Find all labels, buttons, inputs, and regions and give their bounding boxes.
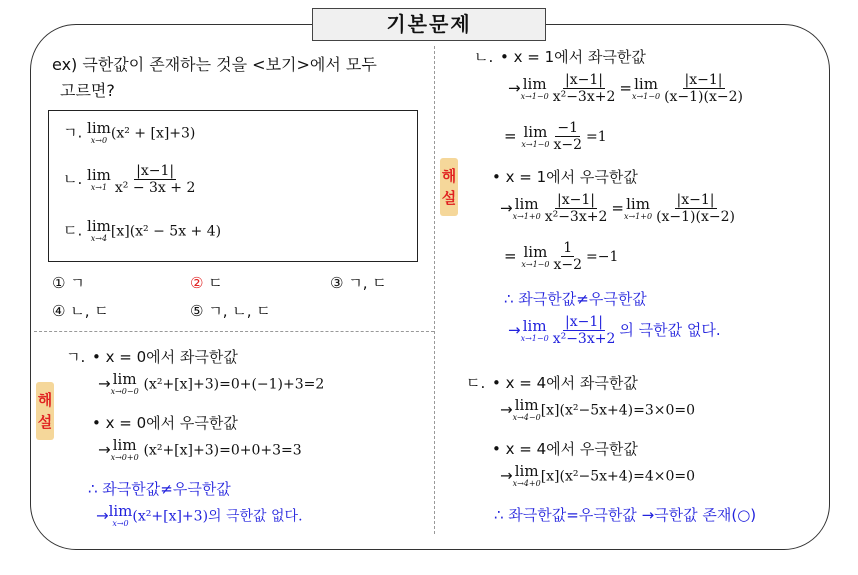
right-sol-bullet-4: • x = 4에서 우극한값 <box>492 440 638 458</box>
choice-5: ⑤ ㄱ, ㄴ, ㄷ <box>190 302 271 320</box>
example-c-expr: [x](x² − 5x + 4) <box>110 223 222 240</box>
choice-1: ① ㄱ <box>52 274 85 292</box>
limit-a: lim x→0 <box>87 119 111 145</box>
question-line-2: 고르면? <box>60 81 115 100</box>
left-sol-label: ㄱ. <box>66 348 86 366</box>
example-box <box>48 110 418 262</box>
example-a-expr: (x² + [x]+3) <box>110 125 196 142</box>
example-a-label: ㄱ. <box>63 123 83 142</box>
example-b-label: ㄴ. <box>63 170 83 188</box>
right-sol-bullet-3: • x = 4에서 좌극한값 <box>492 374 638 392</box>
right-sol-final: ∴ 좌극한값=우극한값 →극한값 존재(○) <box>494 506 757 524</box>
choice-3: ③ ㄱ, ㄷ <box>330 274 387 292</box>
right-sol-conclusion: ∴ 좌극한값≠우극한값 <box>504 290 647 308</box>
right-sol-result: → lim x→1−0 $\frac{|x-1|}{\text{x²−3x+2}}$ 의 극한값 없다. <box>508 314 721 347</box>
right-sol-eq-3: → lim x→1+0 $\frac{|x-1|}{\text{x²−3x+2}}$ = lim x→1+0 $\frac{|x-1|}{(x-1)(x-2)}$ <box>500 192 735 225</box>
left-sol-eq-1: → lim x→0−0 (x²+[x]+3)=0+(−1)+3=2 <box>98 370 325 396</box>
example-c <box>63 219 221 243</box>
right-sol-bullet-1: • x = 1에서 좌극한값 <box>500 48 646 66</box>
right-sol-eq-2: = lim x→1−0 $\frac{-1}{x-2}$ =1 <box>504 120 607 153</box>
right-sol-eq-6: → lim x→4+0 [x](x²−5x+4)=4×0=0 <box>500 462 696 488</box>
example-c-label: ㄷ. <box>63 221 83 240</box>
limit-c: lim x→4 <box>87 217 111 243</box>
example-a <box>63 121 195 145</box>
left-sol-eq-2: → lim x→0+0 (x²+[x]+3)=0+0+3=3 <box>98 436 302 462</box>
right-sol-eq-1: → lim x→1−0 $\frac{|x-1|}{\text{x²−3x+2}}$ = lim x→1−0 $\frac{|x-1|}{(x-1)(x-2)}$ <box>508 72 743 105</box>
fraction-b: $\frac{|x-1|}{\text{x² − 3x + 2}}$ <box>114 163 196 196</box>
solution-tag-left: 해 설 <box>36 382 54 440</box>
question-line-1: ex) 극한값이 존재하는 것을 <보기>에서 모두 <box>52 55 377 74</box>
solution-tag-right: 해 설 <box>440 158 458 216</box>
horizontal-divider <box>34 331 434 332</box>
right-sol-eq-4: = lim x→1−0 $\frac{1}{x-2}$ =−1 <box>504 240 619 273</box>
vertical-divider <box>434 46 435 534</box>
left-sol-bullet-2: • x = 0에서 우극한값 <box>92 414 238 432</box>
example-b <box>63 163 199 196</box>
choice-4: ④ ㄴ, ㄷ <box>52 302 109 320</box>
left-sol-conclusion: ∴ 좌극한값≠우극한값 <box>88 480 231 498</box>
left-sol-result: → lim x→0 (x²+[x]+3)의 극한값 없다. <box>96 502 303 528</box>
right-sol-bullet-2: • x = 1에서 우극한값 <box>492 168 638 186</box>
page-title: 기본문제 <box>312 8 546 41</box>
left-sol-bullet-1: • x = 0에서 좌극한값 <box>92 348 238 366</box>
limit-b: lim x→1 <box>87 165 111 192</box>
right-sol-eq-5: → lim x→4−0 [x](x²−5x+4)=3×0=0 <box>500 396 696 422</box>
choice-2: ② ㄷ <box>190 274 223 292</box>
right-sol-label-c: ㄷ. <box>466 374 486 392</box>
right-sol-label-b: ㄴ. <box>474 48 494 66</box>
